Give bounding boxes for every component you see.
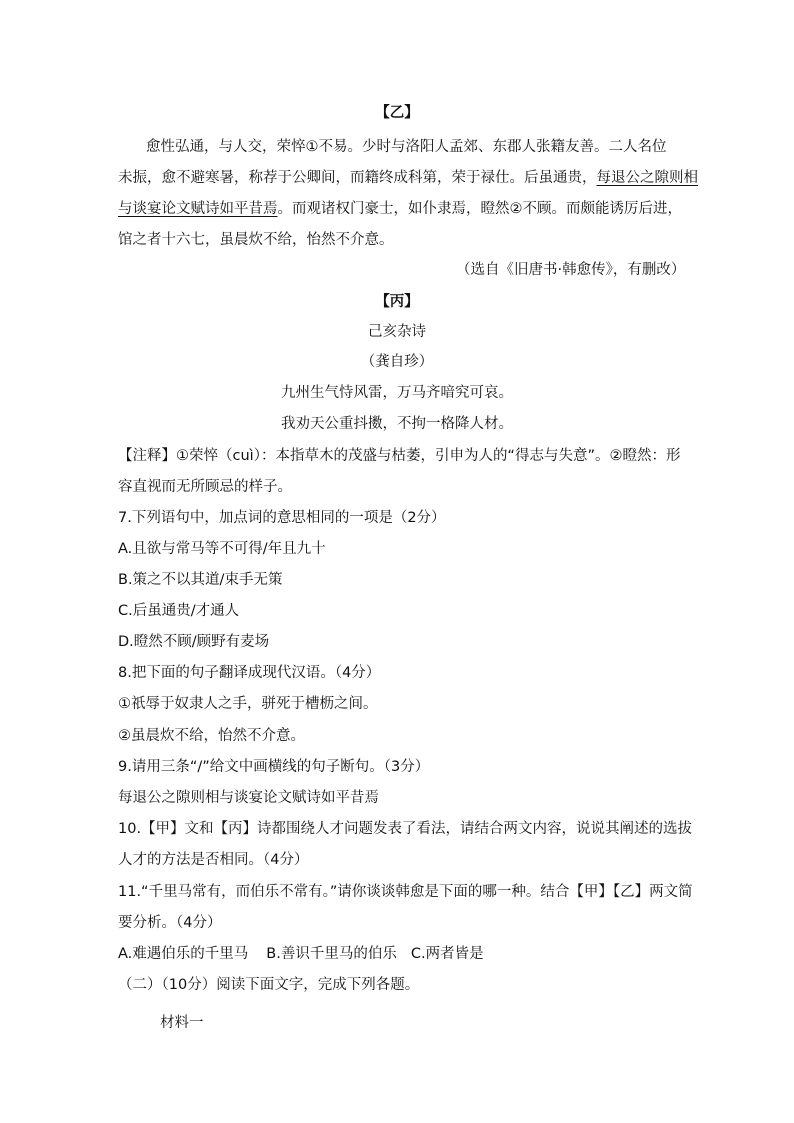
- question-11-option-a: A.难遇伯乐的千里马: [118, 946, 249, 962]
- poem-line-2: 我劝天公重抖擞，不拘一格降人材。: [281, 416, 513, 432]
- question-9-stem: 9.请用三条“/”给文中画横线的句子断句。（3分）: [118, 759, 430, 775]
- question-11-option-c: C.两者皆是: [410, 946, 484, 962]
- question-9-sentence: 每退公之隙则相与谈宴论文赋诗如平昔焉: [118, 790, 379, 806]
- material-1-label: 材料一: [160, 1015, 204, 1031]
- poem-author: （龚自珍）: [360, 354, 434, 370]
- yi-source-citation: （选自《旧唐书·韩愈传》，有删改）: [456, 262, 686, 278]
- question-7-option-b: B.策之不以其道/束手无策: [118, 572, 283, 588]
- question-10-line-2: 人才的方法是否相同。（4分）: [118, 852, 309, 868]
- question-11-options: [118, 944, 484, 964]
- yi-paragraph-line-2-text: 未振，愈不避寒暑，称荐于公卿间，而籍终成科第，荣于禄仕。后虽通贵，: [118, 170, 597, 186]
- question-7-option-c: C.后虽通贵/才通人: [118, 603, 240, 619]
- yi-paragraph-line-3: [118, 199, 682, 219]
- underlined-sentence-part-1: 每退公之隙则相: [596, 170, 698, 186]
- yi-paragraph-line-1: 愈性弘通，与人交，荣悴①不易。少时与洛阳人孟郊、东郡人张籍友善。二人名位: [146, 139, 667, 155]
- question-7-option-a: A.且欲与常马等不可得/年且九十: [118, 541, 326, 557]
- poem-title: 己亥杂诗: [368, 324, 426, 340]
- question-8-stem: 8.把下面的句子翻译成现代汉语。（4分）: [118, 665, 381, 681]
- notes-line-1: 【注释】①荣悴（cuì）：本指草木的茂盛与枯萎，引申为人的“得志与失意”。②瞪然：形: [118, 448, 681, 464]
- notes-line-2: 容直视而无所顾忌的样子。: [118, 479, 292, 495]
- part-2-title: （二）（10分）阅读下面文字，完成下列各题。: [118, 977, 420, 993]
- question-11-line-2: 要分析。（4分）: [118, 915, 222, 931]
- question-7-option-d: D.瞪然不顾/顾野有麦场: [118, 634, 270, 650]
- yi-paragraph-line-4: 馆之者十六七，虽晨炊不给，怡然不介意。: [118, 232, 394, 248]
- section-bing-heading: 【丙】: [375, 294, 419, 310]
- question-8-sentence-1: ①祇辱于奴隶人之手，骈死于槽枥之间。: [118, 696, 378, 712]
- underlined-sentence-part-2: 与谈宴论文赋诗如平昔焉: [118, 201, 278, 217]
- section-yi-heading: 【乙】: [375, 105, 419, 121]
- poem-line-1: 九州生气恃风雷，万马齐喑究可哀。: [281, 385, 513, 401]
- question-11-line-1: 11.“千里马常有，而伯乐不常有。”请你谈谈韩愈是下面的哪一种。结合【甲】【乙】两文简: [118, 884, 693, 900]
- question-10-line-1: 10.【甲】文和【丙】诗都围绕人才问题发表了看法，请结合两文内容，说说其阐述的选拔: [118, 821, 693, 837]
- yi-paragraph-line-2: [118, 168, 698, 188]
- question-11-option-b: B.善识千里马的伯乐: [266, 946, 397, 962]
- yi-paragraph-line-3-text: 。而观诸权门豪士，如仆隶焉，瞪然②不顾。而颇能诱厉后进，: [277, 201, 682, 217]
- question-7-stem: 7.下列语句中，加点词的意思相同的一项是（2分）: [118, 510, 446, 526]
- question-8-sentence-2: ②虽晨炊不给，怡然不介意。: [118, 728, 305, 744]
